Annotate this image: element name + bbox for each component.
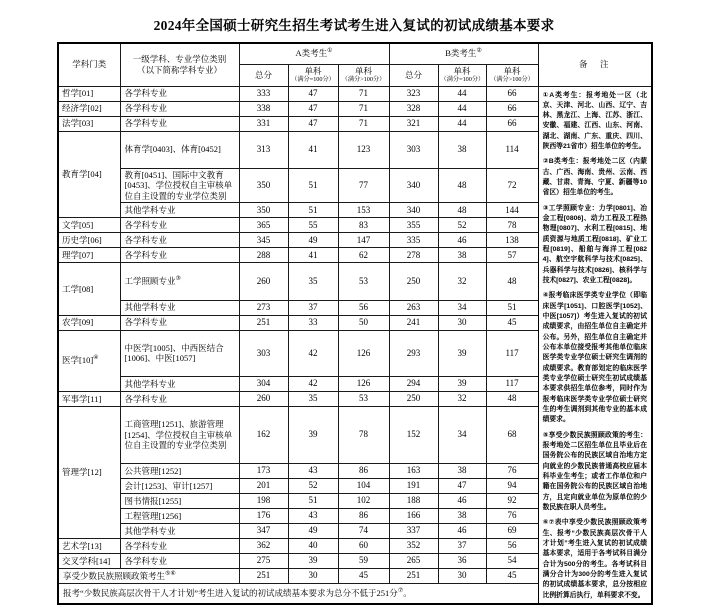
score-cell: 66: [486, 116, 538, 131]
score-cell: 362: [239, 538, 288, 553]
category-cell: 经济学[02]: [58, 101, 120, 116]
header-a-single-eq: 单科 （满分=100分）: [288, 64, 338, 86]
score-cell: 352: [389, 538, 438, 553]
header-a-total: 总分: [239, 64, 288, 86]
score-cell: 333: [239, 86, 288, 101]
header-group-b: B类考生②: [389, 43, 538, 64]
special-label-cell: 享受少数民族照顾政策考生⑤⑥: [58, 568, 239, 583]
score-cell: 46: [438, 523, 486, 538]
major-cell: 各学科专业: [120, 86, 239, 101]
score-cell: 313: [239, 131, 288, 168]
major-cell: 会计[1253]、审计[1257]: [120, 478, 239, 493]
header-subject-category: 学科门类: [58, 43, 120, 86]
score-cell: 331: [239, 116, 288, 131]
table-header: [58, 43, 652, 86]
score-cell: 39: [438, 330, 486, 376]
score-cell: 76: [486, 463, 538, 478]
score-cell: 188: [389, 493, 438, 508]
score-cell: 251: [389, 568, 438, 583]
score-cell: 48: [438, 203, 486, 218]
score-cell: 47: [288, 86, 338, 101]
header-b-single-eq: 单科 （满分=100分）: [438, 64, 486, 86]
score-cell: 60: [338, 538, 389, 553]
score-cell: 51: [288, 168, 338, 203]
score-cell: 59: [338, 553, 389, 568]
score-cell: 32: [438, 263, 486, 300]
header-b-total: 总分: [389, 64, 438, 86]
score-cell: 117: [486, 376, 538, 391]
score-cell: 260: [239, 391, 288, 406]
score-cell: 51: [288, 493, 338, 508]
note-paragraph: ⑤享受少数民族照顾政策的考生：报考地处二区招生单位且毕业后在国务院公布的民族区域自治地方定向就业的少数民族普通高校应届本科毕业生考生；或者工作单位和户籍在国务院公布的民族区域自治地方，且定向就业单位为原单位的少数民族在职人员考生。: [542, 431, 648, 511]
score-cell: 44: [438, 101, 486, 116]
header-discipline: 一级学科、专业学位类别 （以下简称学科专业）: [120, 43, 239, 86]
score-cell: 345: [239, 233, 288, 248]
score-cell: 38: [438, 248, 486, 263]
category-cell: 艺术学[13]: [58, 538, 120, 553]
score-cell: 198: [239, 493, 288, 508]
score-cell: 49: [288, 233, 338, 248]
score-cell: 68: [486, 406, 538, 463]
score-cell: 78: [338, 406, 389, 463]
score-cell: 250: [389, 263, 438, 300]
score-cell: 45: [486, 315, 538, 330]
score-cell: 52: [288, 478, 338, 493]
header-remarks: 备 注: [538, 43, 652, 86]
score-cell: 303: [389, 131, 438, 168]
score-cell: 340: [389, 203, 438, 218]
score-cell: 241: [389, 315, 438, 330]
score-cell: 30: [438, 315, 486, 330]
score-cell: 293: [389, 330, 438, 376]
score-cell: 201: [239, 478, 288, 493]
note-paragraph: ②B类考生：报考地处二区（内蒙古、广西、海南、贵州、云南、西藏、甘肃、青海、宁夏、新疆等10省区）招生单位的考生。: [542, 158, 648, 197]
footer-note-cell: 报考“少数民族高层次骨干人才计划”考生进入复试的初试成绩基本要求为总分不低于251分⑦。: [58, 583, 538, 604]
score-cell: 34: [438, 300, 486, 315]
note-ref: ⑤⑥: [165, 570, 176, 577]
page-title: 2024年全国硕士研究生招生考试考生进入复试的初试成绩基本要求: [153, 18, 555, 33]
score-cell: 45: [486, 568, 538, 583]
score-cell: 42: [288, 376, 338, 391]
note-ref: ④: [93, 355, 99, 362]
score-cell: 126: [338, 330, 389, 376]
major-cell: 其他学科专业: [120, 203, 239, 218]
major-cell: 工商管理[1251]、旅游管理[1254]、学位授权自主审核单位自主设置的专业学位类别: [120, 406, 239, 463]
score-cell: 86: [338, 463, 389, 478]
header-b-single-gt: 单科 （满分>100分）: [486, 64, 538, 86]
major-cell: 各学科专业: [120, 553, 239, 568]
header-group-a: A类考生①: [239, 43, 389, 64]
major-cell: 图书情报[1255]: [120, 493, 239, 508]
score-cell: 76: [486, 508, 538, 523]
category-cell: 历史学[06]: [58, 233, 120, 248]
note-paragraph: ①A类考生：报考地处一区（北京、天津、河北、山西、辽宁、吉林、黑龙江、上海、江苏、浙江、安徽、福建、江西、山东、河南、湖北、湖南、广东、重庆、四川、陕西等21省市）招生单位的考生。: [542, 91, 648, 151]
score-cell: 123: [338, 131, 389, 168]
score-cell: 30: [288, 568, 338, 583]
score-cell: 338: [239, 101, 288, 116]
score-cell: 42: [288, 330, 338, 376]
score-cell: 355: [389, 218, 438, 233]
score-cell: 57: [486, 248, 538, 263]
score-cell: 32: [438, 391, 486, 406]
score-cell: 152: [389, 406, 438, 463]
note-ref: ⑦: [397, 588, 404, 595]
score-cell: 176: [239, 508, 288, 523]
score-cell: 62: [338, 248, 389, 263]
remarks-cell: [538, 86, 652, 604]
major-cell: 各学科专业: [120, 315, 239, 330]
score-cell: 278: [389, 248, 438, 263]
score-cell: 54: [486, 553, 538, 568]
major-cell: 各学科专业: [120, 101, 239, 116]
score-cell: 47: [288, 116, 338, 131]
score-cell: 337: [389, 523, 438, 538]
note-paragraph: ⑥⑦表中享受少数民族照顾政策考生、报考“少数民族高层次骨干人才计划”考生进入复试的初试成绩基本要求，适用于各考试科目满分合计为500分的考生。各考试科目满分合计为300分的考生进入复试的初试成绩基本要求，总分按相应比例折算后执行，单科要求不变。: [542, 519, 648, 599]
score-cell: 251: [239, 315, 288, 330]
major-cell: 各学科专业: [120, 538, 239, 553]
score-cell: 55: [288, 218, 338, 233]
score-cell: 294: [389, 376, 438, 391]
score-cell: 350: [239, 203, 288, 218]
score-cell: 102: [338, 493, 389, 508]
score-cell: 153: [338, 203, 389, 218]
score-cell: 273: [239, 300, 288, 315]
score-cell: 43: [288, 508, 338, 523]
score-cell: 35: [288, 391, 338, 406]
category-cell: 教育学[04]: [58, 131, 120, 218]
score-cell: 163: [389, 463, 438, 478]
score-cell: 117: [486, 330, 538, 376]
score-cell: 303: [239, 330, 288, 376]
major-cell: 各学科专业: [120, 233, 239, 248]
category-cell: 军事学[11]: [58, 391, 120, 406]
score-table: [57, 42, 653, 605]
major-cell: 其他学科专业: [120, 376, 239, 391]
major-cell: 各学科专业: [120, 391, 239, 406]
score-cell: 147: [338, 233, 389, 248]
score-cell: 41: [288, 248, 338, 263]
score-cell: 265: [389, 553, 438, 568]
score-cell: 44: [438, 86, 486, 101]
score-cell: 126: [338, 376, 389, 391]
major-cell: 工程管理[1256]: [120, 508, 239, 523]
score-cell: 66: [486, 101, 538, 116]
score-cell: 66: [486, 86, 538, 101]
score-cell: 162: [239, 406, 288, 463]
major-cell: 工学照顾专业③: [120, 263, 239, 300]
score-cell: 72: [486, 168, 538, 203]
category-cell: 文学[05]: [58, 218, 120, 233]
score-cell: 37: [288, 300, 338, 315]
major-cell: 教育[0451]、国际中文教育[0453]、学位授权自主审核单位自主设置的专业学位类别: [120, 168, 239, 203]
score-cell: 94: [486, 478, 538, 493]
note-paragraph: ③工学照顾专业：力学[0801]、冶金工程[0806]、动力工程及工程热物理[0807]、水利工程[0815]、地质资源与地质工程[0818]、矿业工程[0819]、船舶与海洋工程[0824]、航空宇航科学与技术[0825]、兵器科学与技术[0826]、核科学与技术[0827]、农业工程[0828]。: [542, 204, 648, 285]
score-cell: 263: [389, 300, 438, 315]
score-cell: 38: [438, 131, 486, 168]
score-cell: 30: [438, 568, 486, 583]
score-cell: 39: [438, 376, 486, 391]
score-cell: 83: [338, 218, 389, 233]
score-cell: 340: [389, 168, 438, 203]
score-cell: 328: [389, 101, 438, 116]
score-cell: 144: [486, 203, 538, 218]
note-ref-2: ②: [476, 48, 482, 55]
major-cell: 各学科专业: [120, 248, 239, 263]
header-group-row: [58, 43, 652, 64]
score-cell: 53: [338, 263, 389, 300]
score-cell: 304: [239, 376, 288, 391]
score-cell: 321: [389, 116, 438, 131]
major-cell: 体育学[0403]、体育[0452]: [120, 131, 239, 168]
score-cell: 56: [486, 538, 538, 553]
score-cell: 260: [239, 263, 288, 300]
score-cell: 350: [239, 168, 288, 203]
score-cell: 104: [338, 478, 389, 493]
score-cell: 173: [239, 463, 288, 478]
category-cell: 管理学[12]: [58, 406, 120, 538]
score-cell: 74: [338, 523, 389, 538]
score-cell: 69: [486, 523, 538, 538]
score-cell: 38: [438, 508, 486, 523]
score-cell: 39: [288, 553, 338, 568]
score-cell: 251: [239, 568, 288, 583]
score-cell: 46: [438, 233, 486, 248]
score-cell: 33: [288, 315, 338, 330]
score-cell: 71: [338, 101, 389, 116]
score-cell: 114: [486, 131, 538, 168]
score-cell: 50: [338, 315, 389, 330]
score-cell: 44: [438, 116, 486, 131]
table-row: [58, 86, 652, 101]
score-cell: 71: [338, 86, 389, 101]
score-cell: 35: [288, 263, 338, 300]
score-cell: 335: [389, 233, 438, 248]
major-cell: 其他学科专业: [120, 300, 239, 315]
score-cell: 43: [288, 463, 338, 478]
score-cell: 77: [338, 168, 389, 203]
category-cell: 工学[08]: [58, 263, 120, 315]
major-cell: 中医学[1005]、中西医结合[1006]、中医[1057]: [120, 330, 239, 376]
score-cell: 53: [338, 391, 389, 406]
score-cell: 48: [438, 168, 486, 203]
score-cell: 39: [288, 406, 338, 463]
score-cell: 191: [389, 478, 438, 493]
score-cell: 138: [486, 233, 538, 248]
score-cell: 86: [338, 508, 389, 523]
score-cell: 38: [438, 463, 486, 478]
score-cell: 51: [288, 203, 338, 218]
score-cell: 36: [438, 553, 486, 568]
score-cell: 48: [486, 263, 538, 300]
note-ref: ③: [175, 276, 181, 283]
score-cell: 47: [288, 101, 338, 116]
score-cell: 45: [338, 568, 389, 583]
major-cell: 其他学科专业: [120, 523, 239, 538]
score-cell: 347: [239, 523, 288, 538]
score-cell: 40: [288, 538, 338, 553]
score-cell: 323: [389, 86, 438, 101]
document-page: [0, 14, 707, 605]
score-cell: 41: [288, 131, 338, 168]
category-cell: 哲学[01]: [58, 86, 120, 101]
score-cell: 250: [389, 391, 438, 406]
table-body: [58, 86, 652, 604]
score-cell: 71: [338, 116, 389, 131]
score-cell: 48: [486, 391, 538, 406]
score-cell: 49: [288, 523, 338, 538]
score-cell: 78: [486, 218, 538, 233]
category-cell: 医学[10]④: [58, 330, 120, 391]
score-cell: 56: [338, 300, 389, 315]
major-cell: 各学科专业: [120, 218, 239, 233]
category-cell: 法学[03]: [58, 116, 120, 131]
score-cell: 34: [438, 406, 486, 463]
major-cell: 各学科专业: [120, 116, 239, 131]
score-cell: 51: [486, 300, 538, 315]
score-cell: 166: [389, 508, 438, 523]
note-paragraph: ④报考临床医学类专业学位（即临床医学[1051]、口腔医学[1052]、中医[1057]）考生进入复试的初试成绩要求，由招生单位自主确定并公布。另外，招生单位自主确定并公布本单位接受报考其他单位临床医学类专业学位硕士研究生调剂的成绩要求。教育部划定的临床医学类专业学位硕士研究生初试成绩基本要求供招生单位参考，同时作为报考临床医学类专业学位硕士研究生的考生调剂到其他专业的基本成绩要求。: [542, 292, 648, 424]
score-cell: 92: [486, 493, 538, 508]
score-cell: 288: [239, 248, 288, 263]
score-cell: 52: [438, 218, 486, 233]
note-ref-1: ①: [327, 48, 333, 55]
score-cell: 365: [239, 218, 288, 233]
score-cell: 47: [438, 478, 486, 493]
category-cell: 交叉学科[14]: [58, 553, 120, 568]
category-cell: 理学[07]: [58, 248, 120, 263]
score-cell: 275: [239, 553, 288, 568]
major-cell: 公共管理[1252]: [120, 463, 239, 478]
score-cell: 46: [438, 493, 486, 508]
score-cell: 37: [438, 538, 486, 553]
header-a-single-gt: 单科 （满分>100分）: [338, 64, 389, 86]
category-cell: 农学[09]: [58, 315, 120, 330]
